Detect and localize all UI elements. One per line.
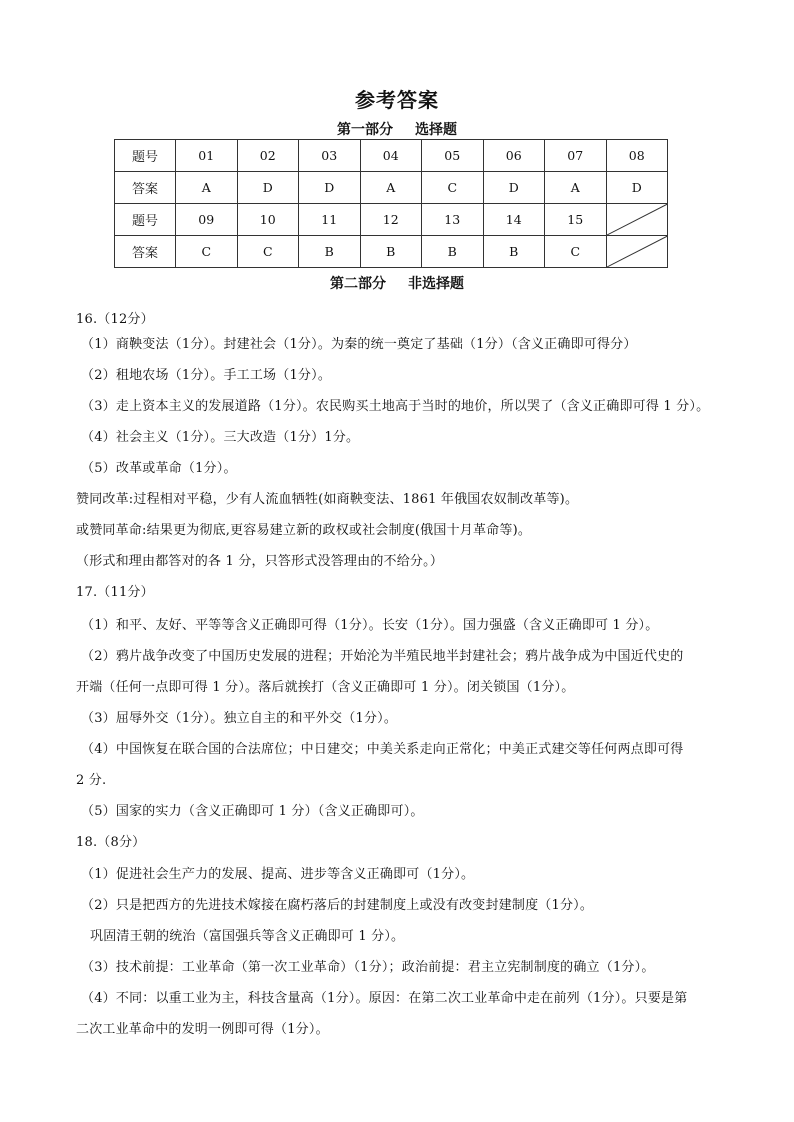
answer-line: （1）商鞅变法（1分）。封建社会（1分）。为秦的统一奠定了基础（1分）（含义正确即可得分） (81, 337, 637, 352)
question-heading: 16.（12分） (76, 312, 154, 327)
part2-label: 第二部分 (330, 276, 386, 292)
question-number: 10 (237, 204, 299, 236)
question-number: 06 (483, 140, 545, 172)
question-number: 12 (360, 204, 422, 236)
question-number: 02 (237, 140, 299, 172)
answer-line: （5）国家的实力（含义正确即可 1 分）（含义正确即可）。 (81, 804, 424, 819)
answer-line: （2）租地农场（1分）。手工工场（1分）。 (81, 368, 332, 383)
answer-line: （1）促进社会生产力的发展、提高、进步等含义正确即可（1分）。 (81, 867, 475, 882)
answer-line: 2 分. (76, 773, 107, 788)
answer-line: 二次工业革命中的发明一例即可得（1分）。 (76, 1022, 329, 1037)
answer-line: （2）只是把西方的先进技术嫁接在腐朽落后的封建制度上或没有改变封建制度（1分）。 (81, 898, 594, 913)
part1-name: 选择题 (415, 122, 457, 138)
scoring-note: （形式和理由都答对的各 1 分，只答形式没答理由的不给分。） (76, 554, 444, 569)
part2-name: 非选择题 (408, 276, 464, 292)
empty-diagonal-cell (606, 236, 668, 268)
row-header-answer: 答案 (115, 172, 176, 204)
answer-cell: A (360, 172, 422, 204)
question-number: 07 (545, 140, 607, 172)
table-row (115, 204, 668, 236)
answer-line: （2）鸦片战争改变了中国历史发展的进程；开始沦为半殖民地半封建社会；鸦片战争成为中国近代史的 (81, 649, 684, 664)
answer-cell: B (360, 236, 422, 268)
answer-line: 巩固清王朝的统治（富国强兵等含义正确即可 1 分）。 (90, 929, 405, 944)
answer-cell: B (422, 236, 484, 268)
answer-cell: D (299, 172, 361, 204)
answer-line: （3）技术前提：工业革命（第一次工业革命）（1分）；政治前提：君主立宪制制度的确立（1分）。 (81, 960, 655, 975)
question-number: 13 (422, 204, 484, 236)
row-header-answer: 答案 (115, 236, 176, 268)
answer-cell: C (422, 172, 484, 204)
question-number: 14 (483, 204, 545, 236)
answer-cell: C (237, 236, 299, 268)
row-header-question: 题号 (115, 140, 176, 172)
answer-cell: C (545, 236, 607, 268)
section-heading-part2 (0, 273, 794, 293)
answer-table (114, 139, 668, 268)
question-heading: 17.（11分） (76, 585, 154, 600)
page-title: 参考答案 (355, 88, 439, 112)
answer-line: （3）屈辱外交（1分）。独立自主的和平外交（1分）。 (81, 711, 398, 726)
answer-line: 或赞同革命:结果更为彻底,更容易建立新的政权或社会制度(俄国十月革命等)。 (76, 523, 532, 538)
answer-line: （3）走上资本主义的发展道路（1分）。农民购买土地高于当时的地价，所以哭了（含义正确即可得 1 分）。 (81, 399, 710, 414)
answer-line: 赞同改革:过程相对平稳，少有人流血牺牲(如商鞅变法、1861 年俄国农奴制改革等)。 (76, 492, 579, 507)
section-heading-part1 (0, 119, 794, 139)
answer-line: （5）改革或革命（1分）。 (81, 461, 237, 476)
answer-cell: B (299, 236, 361, 268)
question-number: 15 (545, 204, 607, 236)
question-number: 08 (606, 140, 668, 172)
answer-cell: B (483, 236, 545, 268)
answer-line: （4）不同：以重工业为主，科技含量高（1分）。原因：在第二次工业革命中走在前列（1分）。只要是第 (81, 991, 688, 1006)
answer-cell: D (606, 172, 668, 204)
question-number: 03 (299, 140, 361, 172)
answer-line: （1）和平、友好、平等等含义正确即可得（1分）。长安（1分）。国力强盛（含义正确即可 1 分）。 (81, 618, 659, 633)
question-number: 01 (176, 140, 238, 172)
answer-cell: C (176, 236, 238, 268)
table-row (115, 140, 668, 172)
answer-cell: A (545, 172, 607, 204)
diagonal-line (607, 236, 668, 267)
question-heading: 18.（8分） (76, 835, 146, 850)
answer-cell: D (483, 172, 545, 204)
answer-line: （4）中国恢复在联合国的合法席位；中日建交；中美关系走向正常化；中美正式建交等任何两点即可得 (81, 742, 684, 757)
question-number: 05 (422, 140, 484, 172)
row-header-question: 题号 (115, 204, 176, 236)
answer-line: （4）社会主义（1分）。三大改造（1分）1分。 (81, 430, 360, 445)
question-number: 04 (360, 140, 422, 172)
table-row (115, 236, 668, 268)
part1-label: 第一部分 (337, 122, 393, 138)
answer-line: 开端（任何一点即可得 1 分）。落后就挨打（含义正确即可 1 分）。闭关锁国（1分）。 (76, 680, 575, 695)
empty-diagonal-cell (606, 204, 668, 236)
table-row (115, 172, 668, 204)
answer-cell: A (176, 172, 238, 204)
diagonal-line (607, 204, 668, 235)
question-number: 09 (176, 204, 238, 236)
answer-cell: D (237, 172, 299, 204)
question-number: 11 (299, 204, 361, 236)
